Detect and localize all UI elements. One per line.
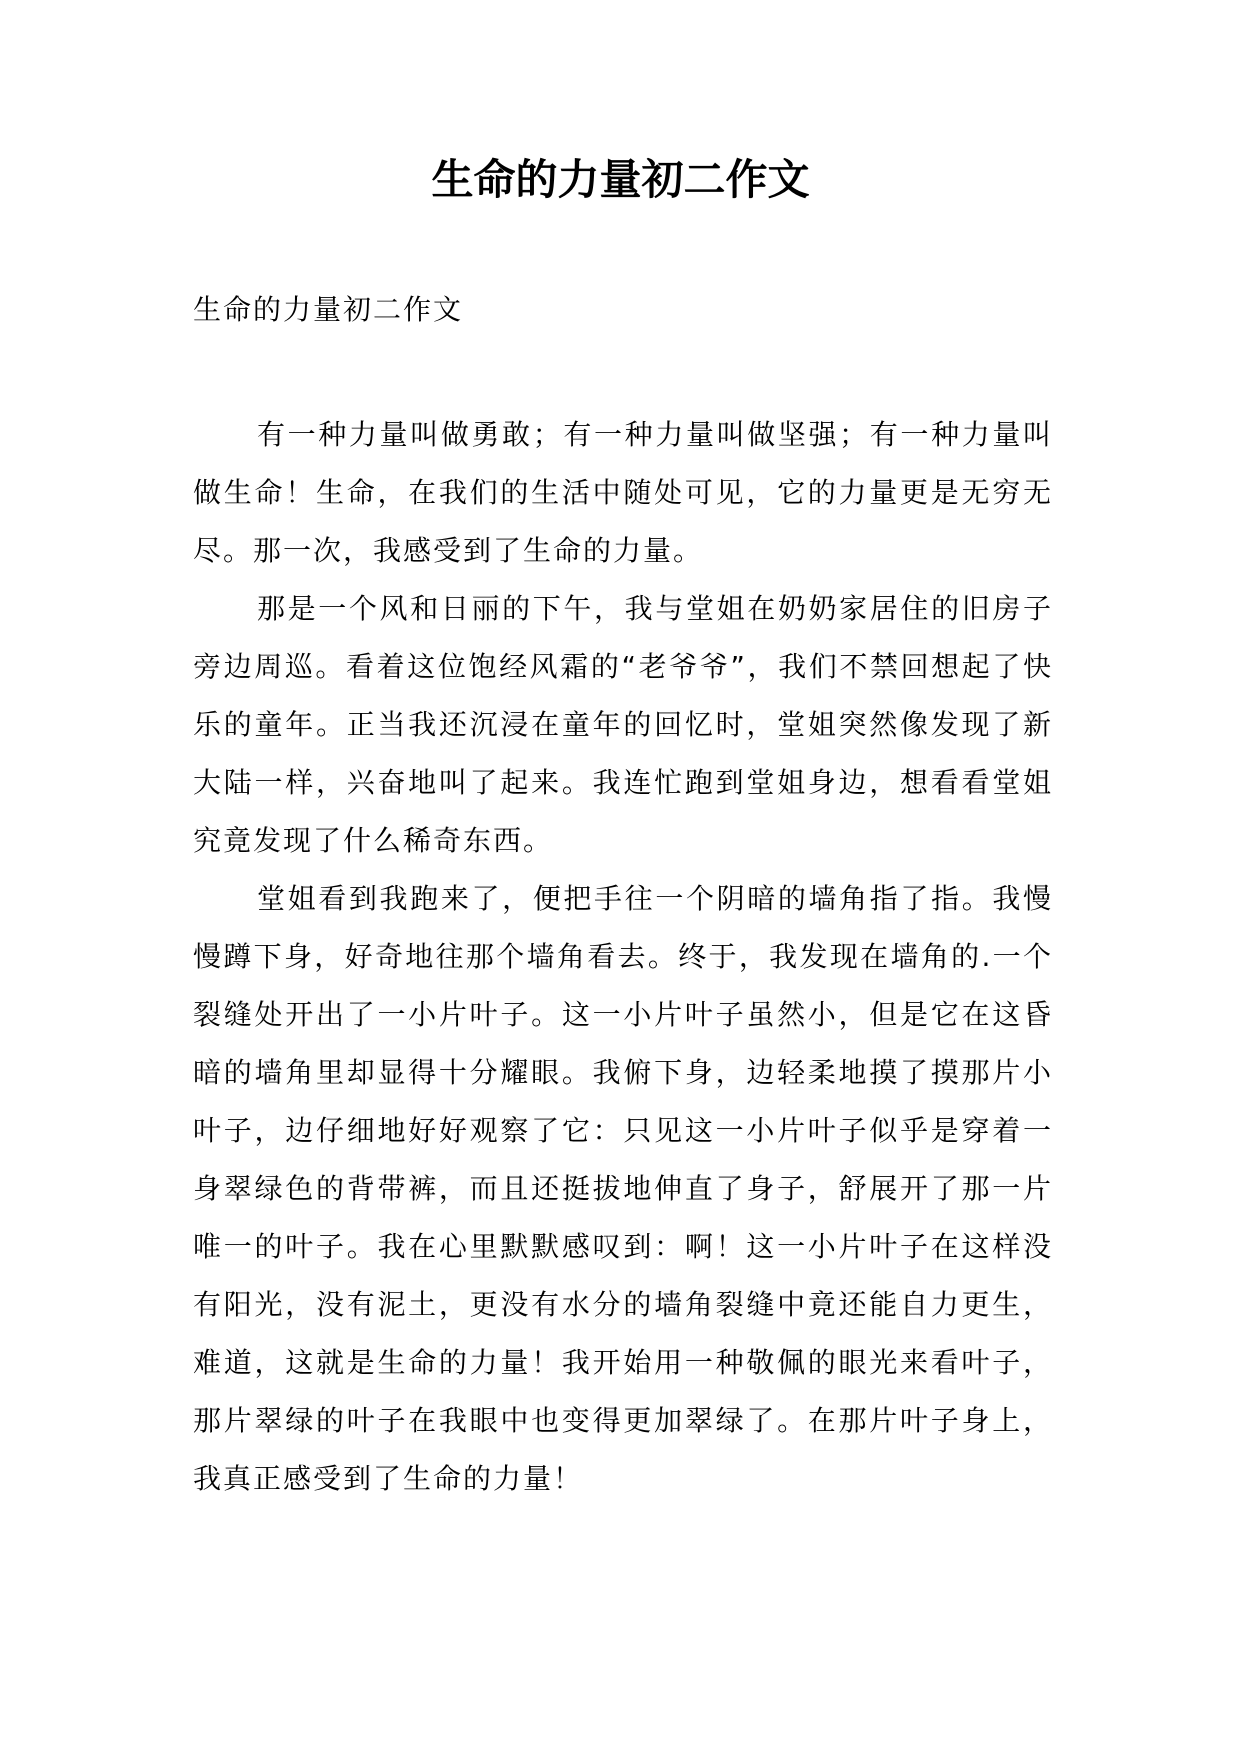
paragraph-3: 堂姐看到我跑来了，便把手往一个阴暗的墙角指了指。我慢慢蹲下身，好奇地往那个墙角看去。终于，我发现在墙角的.一个裂缝处开出了一小片叶子。这一小片叶子虽然小，但是它在这昏暗的墙角里却显得十分耀眼。我俯下身，边轻柔地摸了摸那片小叶子，边仔细地好好观察了它：只见这一小片叶子似乎是穿着一身翠绿色的背带裤，而且还挺拔地伸直了身子，舒展开了那一片唯一的叶子。我在心里默默感叹到：啊！这一小片叶子在这样没有阳光，没有泥土，更没有水分的墙角裂缝中竟还能自力更生，难道，这就是生命的力量！我开始用一种敬佩的眼光来看叶子，那片翠绿的叶子在我眼中也变得更加翠绿了。在那片叶子身上，我真正感受到了生命的力量！ (193, 882, 1053, 1495)
document-subtitle: 生命的力量初二作文 (193, 293, 464, 326)
document-body (193, 406, 1053, 1508)
paragraph-1: 有一种力量叫做勇敢；有一种力量叫做坚强；有一种力量叫做生命！生命，在我们的生活中随处可见，它的力量更是无穷无尽。那一次，我感受到了生命的力量。 (193, 418, 1053, 567)
paragraph-2: 那是一个风和日丽的下午，我与堂姐在奶奶家居住的旧房子旁边周巡。看着这位饱经风霜的“老爷爷”，我们不禁回想起了快乐的童年。正当我还沉浸在童年的回忆时，堂姐突然像发现了新大陆一样，兴奋地叫了起来。我连忙跑到堂姐身边，想看看堂姐究竟发现了什么稀奇东西。 (193, 592, 1053, 857)
document-title: 生命的力量初二作文 (431, 155, 810, 204)
